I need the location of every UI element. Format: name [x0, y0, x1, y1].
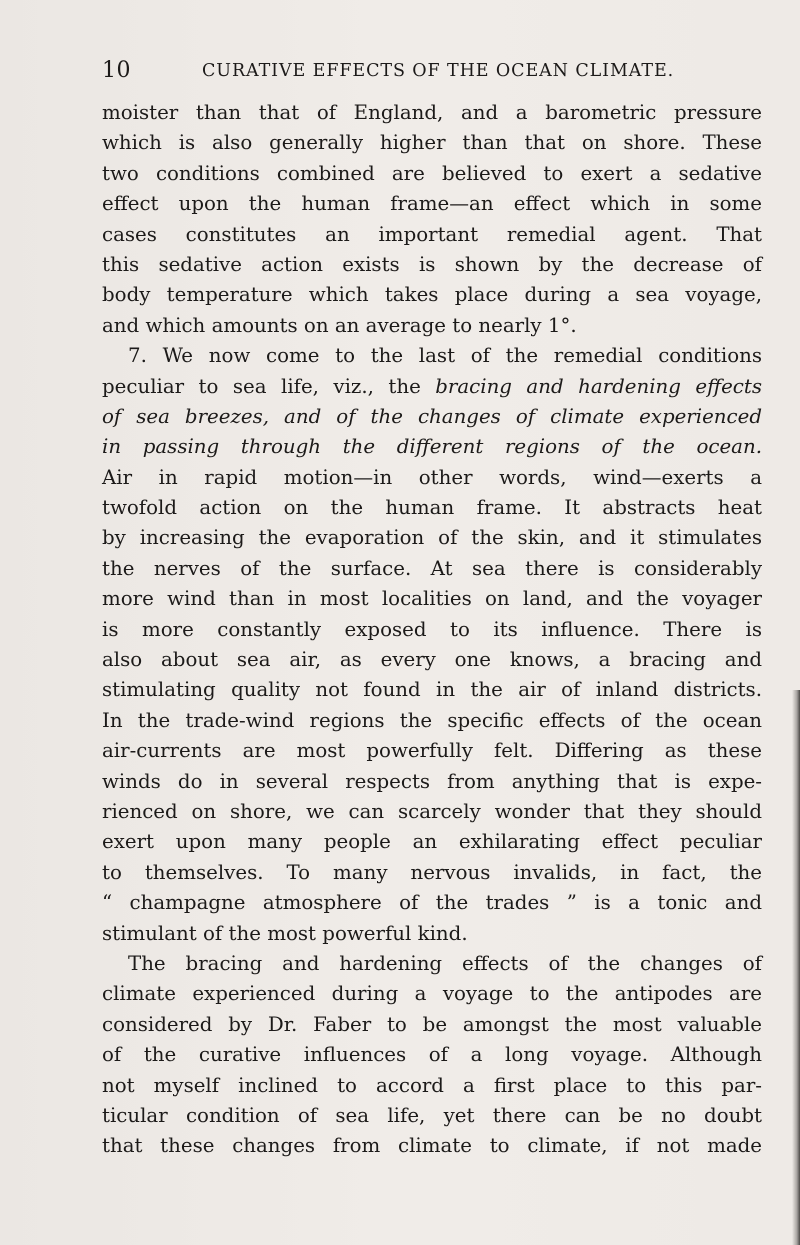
text-line: In the trade-wind regions the specific effects of the ocean	[102, 708, 762, 732]
body-text	[102, 98, 762, 1162]
text-line: is more constantly exposed to its influence. There is	[102, 617, 762, 641]
text-line: air-currents are most powerfully felt. Differing as these	[102, 739, 762, 763]
text-line: Air in rapid motion—in other words, wind—exerts a	[102, 465, 762, 489]
text-line: cases constitutes an important remedial agent. That	[102, 222, 762, 246]
text-line: rienced on shore, we can scarcely wonder that they should	[102, 799, 762, 823]
text-line: 7. We now come to the last of the remedial conditions	[128, 344, 762, 368]
text-line: by increasing the evaporation of the skin, and it stimulates	[102, 526, 762, 550]
text-line: this sedative action exists is shown by the decrease of	[102, 252, 762, 276]
text-line: stimulating quality not found in the air of inland districts.	[102, 678, 762, 702]
text-line: moister than that of England, and a barometric pressure	[102, 101, 762, 124]
text-line: of sea breezes, and of the changes of climate experienced	[102, 404, 762, 428]
text-line: also about sea air, as every one knows, a bracing and	[102, 648, 762, 672]
text-line: considered by Dr. Faber to be amongst the most valuable	[102, 1012, 762, 1036]
text-line: the nerves of the surface. At sea there is considerably	[102, 556, 762, 580]
running-head: CURATIVE EFFECTS OF THE OCEAN CLIMATE.	[202, 61, 675, 81]
text-line: and which amounts on an average to nearly 1°.	[102, 313, 577, 337]
text-line: of the curative influences of a long voyage. Although	[102, 1043, 762, 1067]
text-line: winds do in several respects from anything that is expe-	[102, 769, 762, 793]
text-line: stimulant of the most powerful kind.	[102, 921, 468, 945]
text-line: body temperature which takes place during a sea voyage,	[102, 283, 762, 307]
text-line: effect upon the human frame—an effect which in some	[102, 192, 762, 216]
text-line: The bracing and hardening effects of the changes of	[128, 951, 762, 975]
text-line: ticular condition of sea life, yet there can be no doubt	[102, 1103, 762, 1127]
text-line: “ champagne atmosphere of the trades ” is a tonic and	[102, 891, 762, 915]
text-line: exert upon many people an exhilarating effect peculiar	[102, 830, 762, 854]
text-line: which is also generally higher than that on shore. These	[102, 131, 762, 155]
text-line: two conditions combined are believed to exert a sedative	[102, 161, 762, 185]
text-line: that these changes from climate to climate, if not made	[102, 1134, 762, 1158]
text-run: peculiar to sea life, viz., the	[102, 374, 436, 398]
text-line: more wind than in most localities on land, and the voyager	[102, 587, 762, 611]
italic-run: bracing and hardening effects	[435, 374, 762, 398]
page-number: 10	[102, 58, 131, 83]
text-line: climate experienced during a voyage to the antipodes are	[102, 982, 762, 1006]
text-line: not myself inclined to accord a first place to this par-	[102, 1073, 762, 1097]
text-line: twofold action on the human frame. It abstracts heat	[102, 496, 762, 520]
text-line: to themselves. To many nervous invalids, in fact, the	[102, 860, 762, 884]
page-edge-shadow	[792, 690, 800, 1245]
page-header	[0, 58, 800, 88]
text-line-mixed	[102, 372, 762, 402]
text-line: in passing through the different regions of the ocean.	[102, 435, 762, 459]
